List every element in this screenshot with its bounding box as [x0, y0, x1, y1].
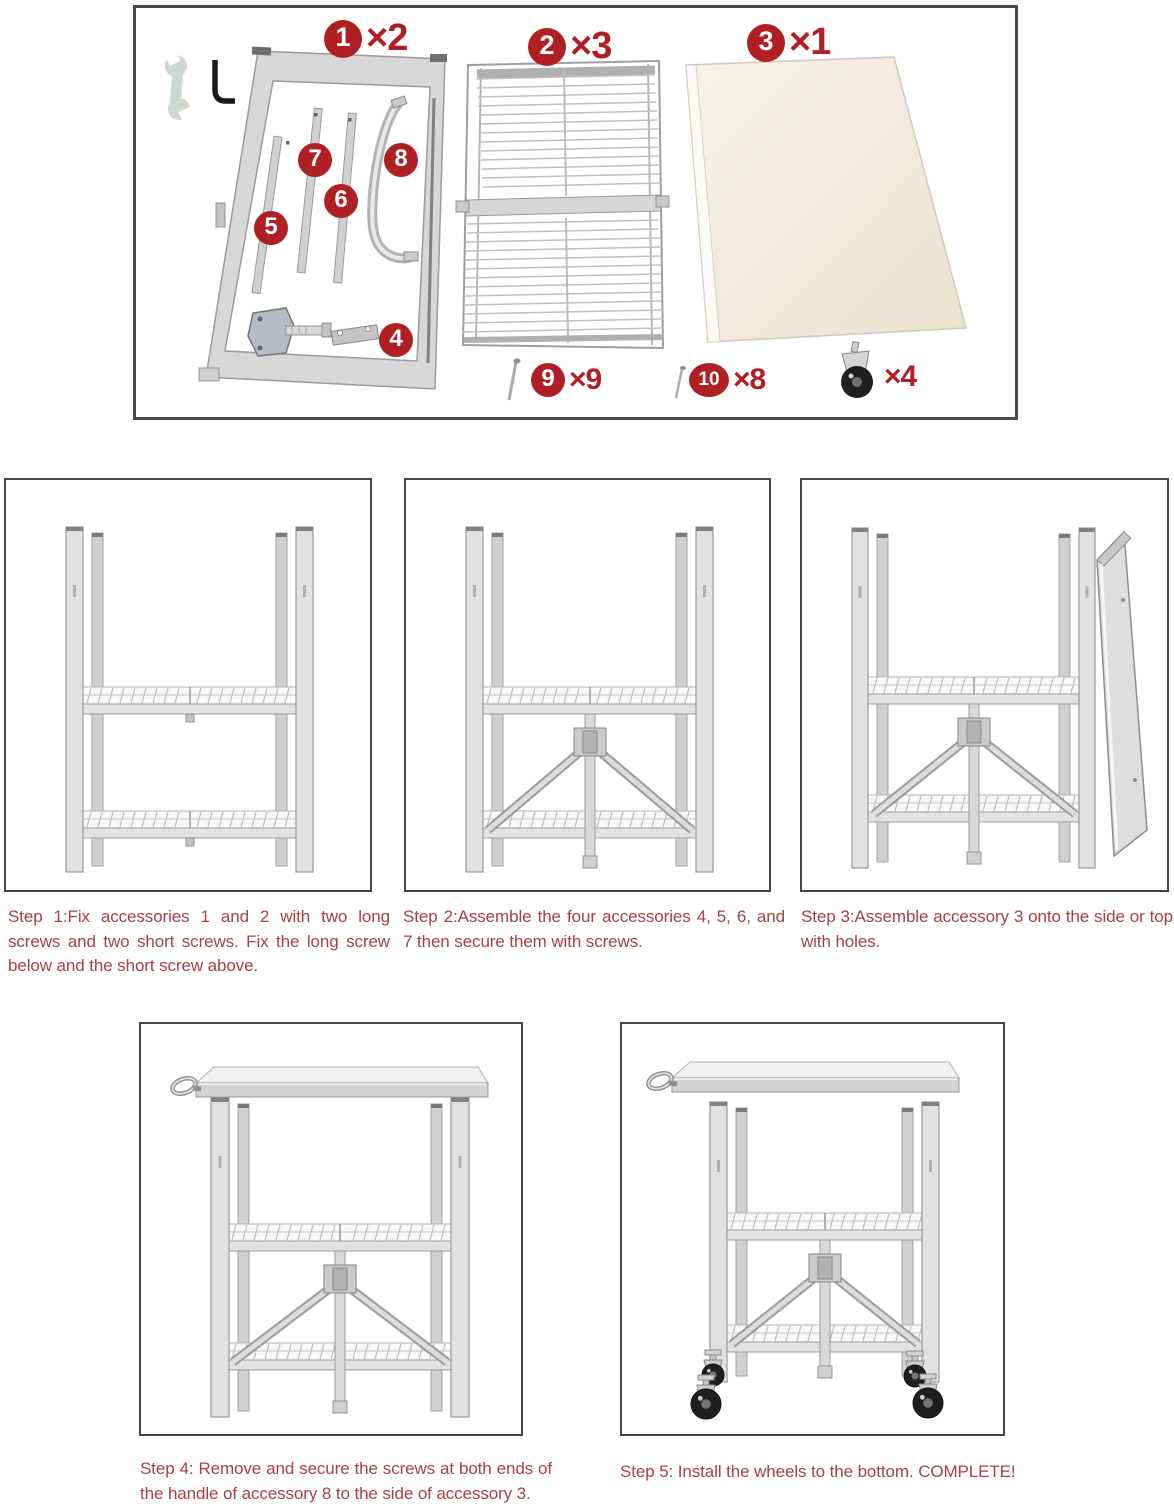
parts-inventory-box [133, 5, 1018, 420]
step-2-panel [404, 478, 771, 892]
part-2-label [528, 25, 611, 68]
allen-key-icon [215, 60, 235, 101]
caster-wheel-part [841, 341, 873, 398]
step-1-panel [4, 478, 372, 892]
part-4-badge: 4 [379, 323, 413, 357]
part-10-qty: ×8 [733, 363, 766, 396]
step-2-illustration [406, 480, 769, 890]
part-3-label [747, 21, 830, 64]
wire-shelf-part [456, 61, 669, 348]
step-3-panel [800, 478, 1169, 892]
part-7-badge: 7 [298, 143, 332, 177]
part-1-badge: 1 [324, 20, 362, 58]
wheel-qty-label [884, 360, 916, 394]
bracket-part [331, 325, 379, 345]
part-3-qty: ×1 [789, 21, 831, 63]
step-1-text: Step 1:Fix accessories 1 and 2 with two long screws and two short screws. Fix the long screw below and the short screw above. [8, 907, 390, 975]
step-5-text: Step 5: Install the wheels to the bottom. COMPLETE! [620, 1462, 1016, 1481]
hinge-lock-part [248, 308, 331, 356]
step-5-panel [620, 1022, 1005, 1436]
step-2-text: Step 2:Assemble the four accessories 4, 5, 6, and 7 then secure them with screws. [403, 907, 785, 951]
step-4-text: Step 4: Remove and secure the screws at both ends of the handle of accessory 8 to the side of accessory 3. [140, 1459, 552, 1503]
step-3-illustration [802, 480, 1167, 890]
step-4-panel [139, 1022, 523, 1436]
part-6-badge: 6 [324, 184, 358, 218]
screw-part-short [676, 366, 686, 398]
part-9-qty: ×9 [569, 363, 602, 396]
wrench-icon [165, 51, 194, 122]
part-7-label [298, 143, 332, 177]
part-4-label [379, 323, 413, 357]
part-1-qty: ×2 [366, 17, 408, 59]
part-6-label [324, 184, 358, 218]
part-9-badge: 9 [531, 363, 565, 397]
part-3-badge: 3 [747, 24, 785, 62]
part-8-badge: 8 [384, 143, 418, 177]
part-1-label [324, 17, 407, 60]
part-2-qty: ×3 [570, 25, 612, 67]
step-1-illustration [6, 480, 370, 890]
step-4-illustration [141, 1024, 521, 1434]
part-10-label [689, 363, 765, 397]
top-board-part [686, 57, 966, 342]
handle-part [372, 96, 418, 261]
part-2-badge: 2 [528, 28, 566, 66]
step-5-illustration [622, 1024, 1003, 1434]
part-5-badge: 5 [254, 211, 288, 245]
wheel-qty: ×4 [884, 360, 917, 393]
part-5-label [254, 211, 288, 245]
step-3-text: Step 3:Assemble accessory 3 onto the side or top with holes. [801, 907, 1173, 951]
part-10-badge: 10 [689, 363, 729, 397]
part-9-label [531, 363, 601, 397]
part-8-label [384, 143, 418, 177]
screw-part-long [509, 359, 521, 401]
